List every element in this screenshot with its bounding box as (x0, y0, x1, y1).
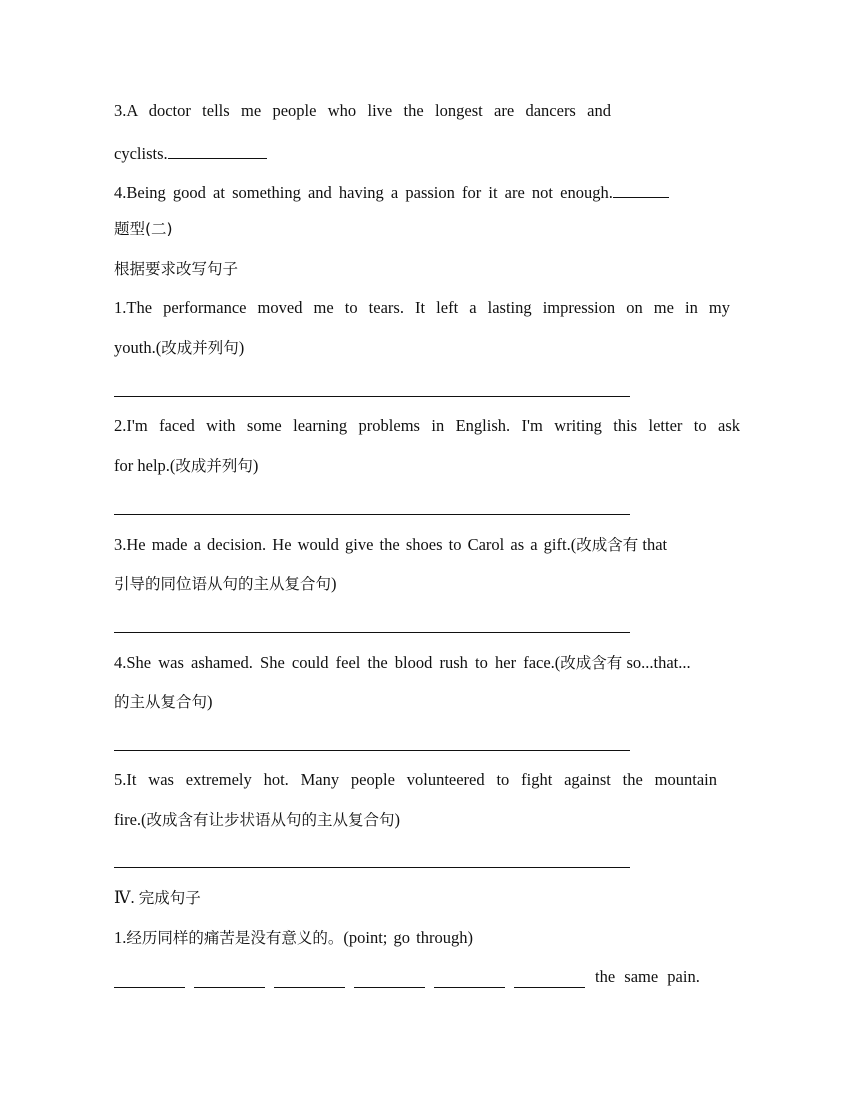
rewrite-3-that: that (638, 535, 668, 554)
rewrite-2-line1: 2.I'm faced with some learning problems in English. I'm writing this letter to ask (114, 416, 740, 435)
rewrite-3-line2 (114, 573, 337, 595)
rewrite-2-answer-line[interactable] (114, 514, 630, 515)
answer-blank[interactable] (274, 970, 345, 988)
answer-blank[interactable] (194, 970, 265, 988)
rewrite-1-line1: 1.The performance moved me to tears. It left a lasting impression on me in my (114, 298, 730, 317)
complete-1-prompt (114, 927, 473, 949)
exercise-3-text: cyclists. (114, 144, 168, 163)
rewrite-5-answer-line[interactable] (114, 867, 630, 868)
answer-blank[interactable] (168, 140, 267, 159)
rewrite-3-text: 3.He made a decision. He would give the shoes to Carol as a gift.( (114, 535, 577, 554)
rewrite-1-instruction: 改成并列句 (161, 339, 239, 357)
rewrite-1-line2 (114, 337, 244, 359)
section-2-title-text: 题型(二) (114, 220, 173, 238)
rewrite-4-answer-line[interactable] (114, 750, 630, 751)
complete-1-tail: the same pain. (595, 967, 700, 986)
rewrite-5-line2 (114, 809, 400, 831)
answer-blank[interactable] (514, 970, 585, 988)
rewrite-2-text: for help.( (114, 456, 176, 475)
complete-1-answer-row (114, 966, 704, 988)
rewrite-1-answer-line[interactable] (114, 396, 630, 397)
answer-blank[interactable] (114, 970, 185, 988)
rewrite-2-close: ) (252, 456, 259, 475)
exercise-4 (114, 179, 669, 204)
rewrite-4-line1 (114, 652, 691, 674)
rewrite-2-line2 (114, 455, 258, 477)
rewrite-5-instruction: 改成含有让步状语从句的主从复合句 (146, 811, 395, 829)
section-2-instruction (114, 258, 238, 280)
complete-1-chinese: 经历同样的痛苦是没有意义的。 (126, 929, 344, 947)
rewrite-3-close: ) (331, 574, 337, 593)
rewrite-4-close: ) (207, 692, 213, 711)
exercise-3-line2 (114, 140, 267, 165)
rewrite-4-instruction-cont: 的主从复合句 (114, 693, 208, 711)
exercise-3-line1: 3.A doctor tells me people who live the longest are dancers and (114, 101, 611, 120)
section-4-number: Ⅳ. (114, 888, 139, 907)
rewrite-4-text: 4.She was ashamed. She could feel the blood rush to her face.( (114, 653, 561, 672)
rewrite-3-line1 (114, 534, 740, 556)
rewrite-4-line2 (114, 691, 213, 713)
answer-blank[interactable] (613, 179, 669, 198)
section-4-title (114, 887, 201, 909)
rewrite-5-text: fire.( (114, 810, 147, 829)
rewrite-4-instruction: 改成含有 (560, 654, 623, 672)
rewrite-3-answer-line[interactable] (114, 632, 630, 633)
complete-1-number: 1. (114, 928, 127, 947)
rewrite-5-close: ) (394, 810, 401, 829)
answer-blank[interactable] (354, 970, 425, 988)
rewrite-1-close: ) (238, 338, 245, 357)
rewrite-1-text: youth.( (114, 338, 162, 357)
rewrite-2-instruction: 改成并列句 (175, 457, 253, 475)
section-2-title (114, 218, 173, 240)
section-2-instruction-text: 根据要求改写句子 (114, 260, 239, 278)
rewrite-4-so-that: so...that... (622, 653, 691, 672)
complete-1-hint: (point; go through) (343, 928, 473, 947)
rewrite-3-instruction: 改成含有 (576, 536, 639, 554)
exercise-4-text: 4.Being good at something and having a passion for it are not enough. (114, 183, 613, 202)
answer-blank[interactable] (434, 970, 505, 988)
section-4-title-text: 完成句子 (138, 889, 201, 907)
rewrite-3-instruction-cont: 引导的同位语从句的主从复合句 (114, 575, 332, 593)
rewrite-5-line1: 5.It was extremely hot. Many people volunteered to fight against the mountain (114, 770, 717, 789)
